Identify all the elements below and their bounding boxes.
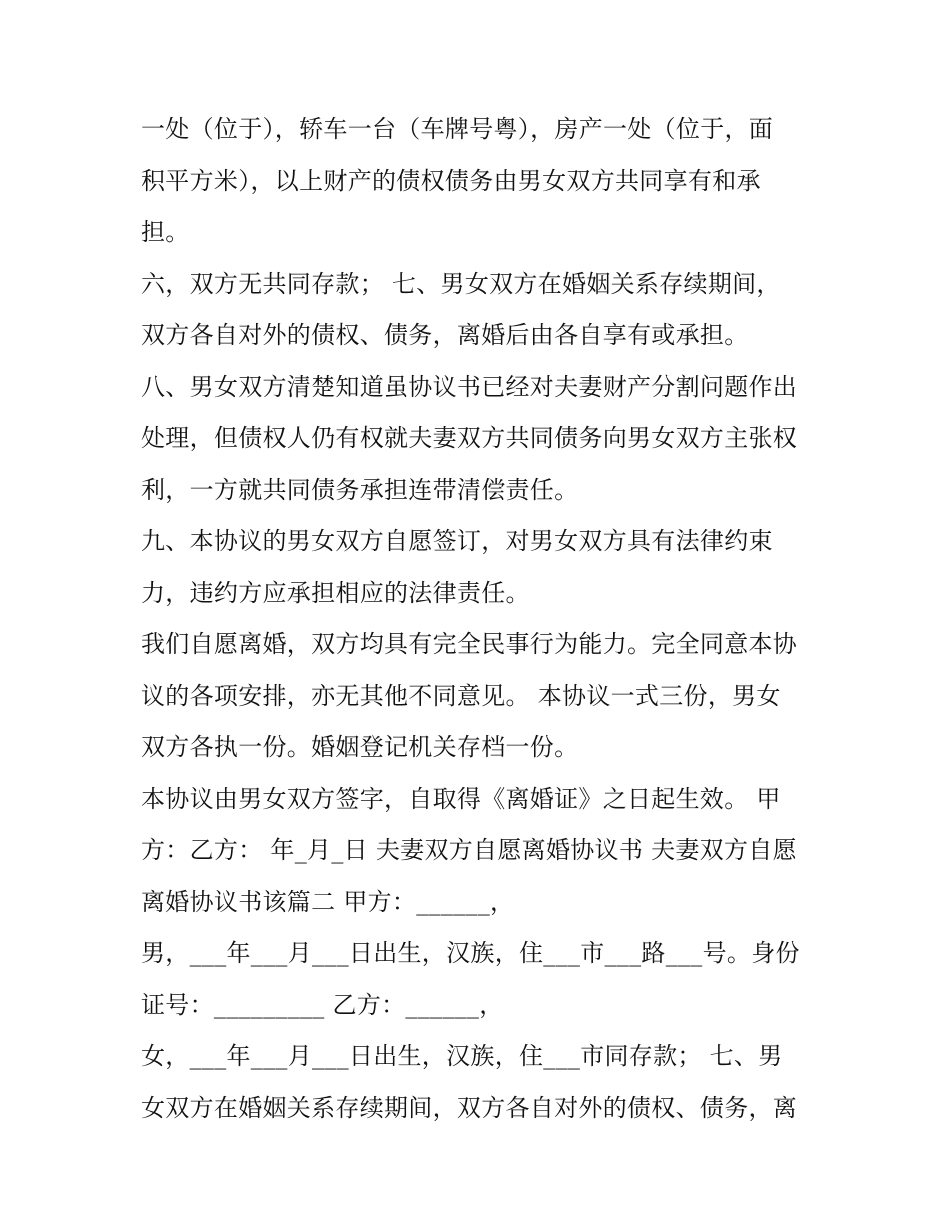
text-line: 八、男女双方清楚知道虽协议书已经对夫妻财产分割问题作出 [141, 372, 798, 401]
text-line: 议的各项安排，亦无其他不同意见。 本协议一式三份，男女 [141, 681, 781, 710]
text-line: 离婚协议书该篇二 甲方：______， [141, 887, 515, 916]
text-line: 双方各自对外的债权、债务，离婚后由各自享有或承担。 [141, 321, 749, 349]
text-line: 六，双方无共同存款； 七、男女双方在婚姻关系存续期间， [141, 269, 781, 298]
text-line: 双方各执一份。婚姻登记机关存档一份。 [141, 733, 579, 761]
document-body [141, 104, 821, 1134]
text-line: 女，___年___月___日出生，汉族，住___市同存款； 七、男 [141, 1042, 783, 1070]
text-line: 一处（位于），轿车一台（车牌号粤），房产一处（位于，面 [141, 115, 774, 143]
text-line: 方：乙方： 年_月_日 夫妻双方自愿离婚协议书 夫妻双方自愿 [141, 836, 797, 864]
text-line: 力，违约方应承担相应的法律责任。 [141, 578, 530, 607]
text-line: 担。 [141, 218, 190, 246]
text-line: 九、本协议的男女双方自愿签订，对男女双方具有法律约束 [141, 527, 773, 555]
text-line: 男，___年___月___日出生，汉族，住___市___路___号。身份 [141, 939, 800, 967]
text-line: 积平方米），以上财产的债权债务由男女双方共同享有和承 [141, 166, 761, 195]
text-line: 我们自愿离婚，双方均具有完全民事行为能力。完全同意本协 [141, 630, 798, 658]
text-line: 处理，但债权人仍有权就夫妻双方共同债务向男女双方主张权 [141, 424, 798, 452]
text-line: 证号：_________ 乙方：______， [141, 990, 504, 1019]
text-line: 女双方在婚姻关系存续期间，双方各自对外的债权、债务，离 [141, 1093, 798, 1122]
text-line: 本协议由男女双方签字，自取得《离婚证》之日起生效。 甲 [141, 784, 781, 813]
text-line: 利，一方就共同债务承担连带清偿责任。 [141, 475, 579, 504]
